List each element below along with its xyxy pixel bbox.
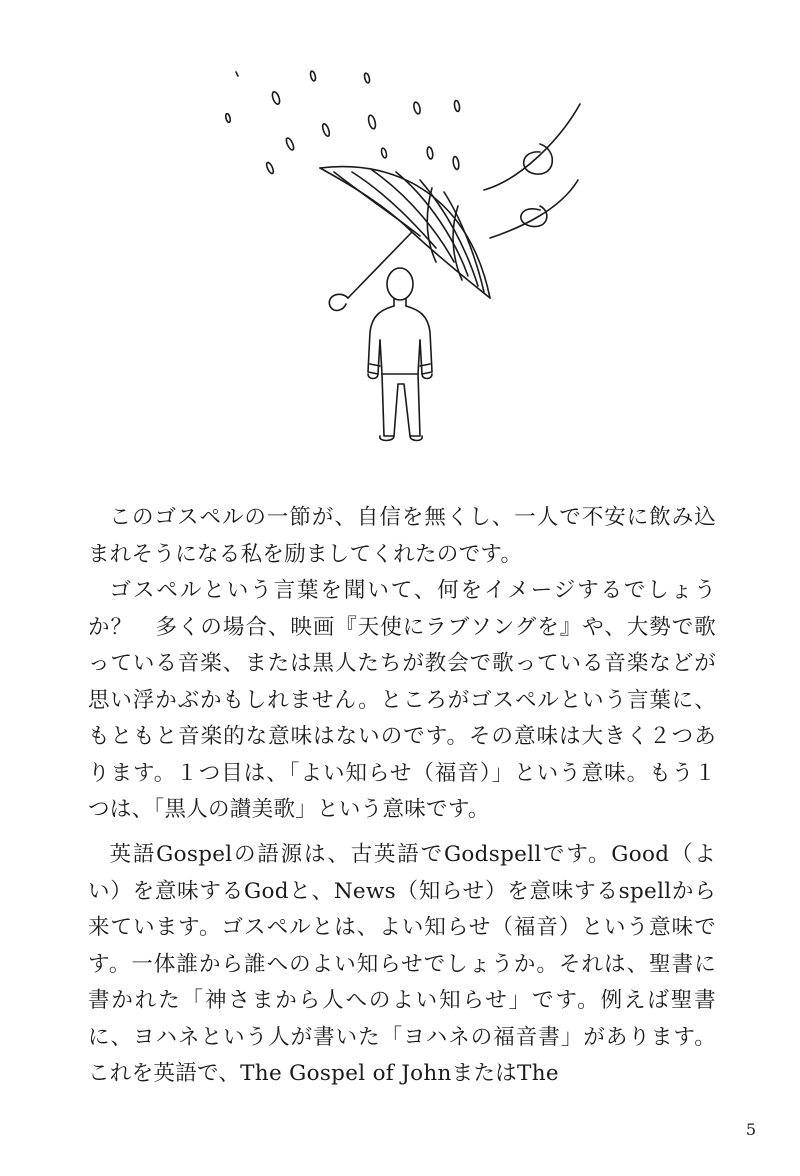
body-text-section-1 bbox=[88, 500, 716, 829]
rain-umbrella-illustration bbox=[0, 0, 800, 470]
raindrops-icon bbox=[225, 71, 460, 175]
paragraph-3: 英語Gospelの語源は、古英語でGodspellです。Good（よい）を意味するGodと、News（知らせ）を意味するspellから来ています。ゴスペルとは、よい知らせ（福音）という意味です。一体誰から誰へのよい知らせでしょうか。それは、聖書に書かれた「神さまから人へのよい知らせ」です。例えば聖書に、ヨハネという人が書いた「ヨハネの福音書」があります。これを英語で、The Gospel of JohnまたはThe bbox=[88, 842, 716, 1086]
page-number: 5 bbox=[745, 1120, 756, 1139]
person-icon bbox=[368, 268, 432, 441]
paragraph-1: このゴスペルの一節が、自信を無くし、一人で不安に飲み込まれそうになる私を励ましてくれたのです。 bbox=[88, 505, 716, 567]
umbrella-icon bbox=[320, 167, 490, 311]
wind-icon bbox=[484, 104, 580, 238]
body-text-section-2 bbox=[88, 837, 716, 1093]
paragraph-2: ゴスペルという言葉を聞いて、何をイメージするでしょうか？ 多くの場合、映画『天使にラブソングを』や、大勢で歌っている音楽、または黒人たちが教会で歌っている音楽などが思い浮かぶかもしれません。ところがゴスペルという言葉に、もともと音楽的な意味はないのです。その意味は大きく２つあります。１つ目は、「よい知らせ（福音）」という意味。もう１つは、「黒人の讃美歌」という意味です。 bbox=[88, 578, 716, 822]
